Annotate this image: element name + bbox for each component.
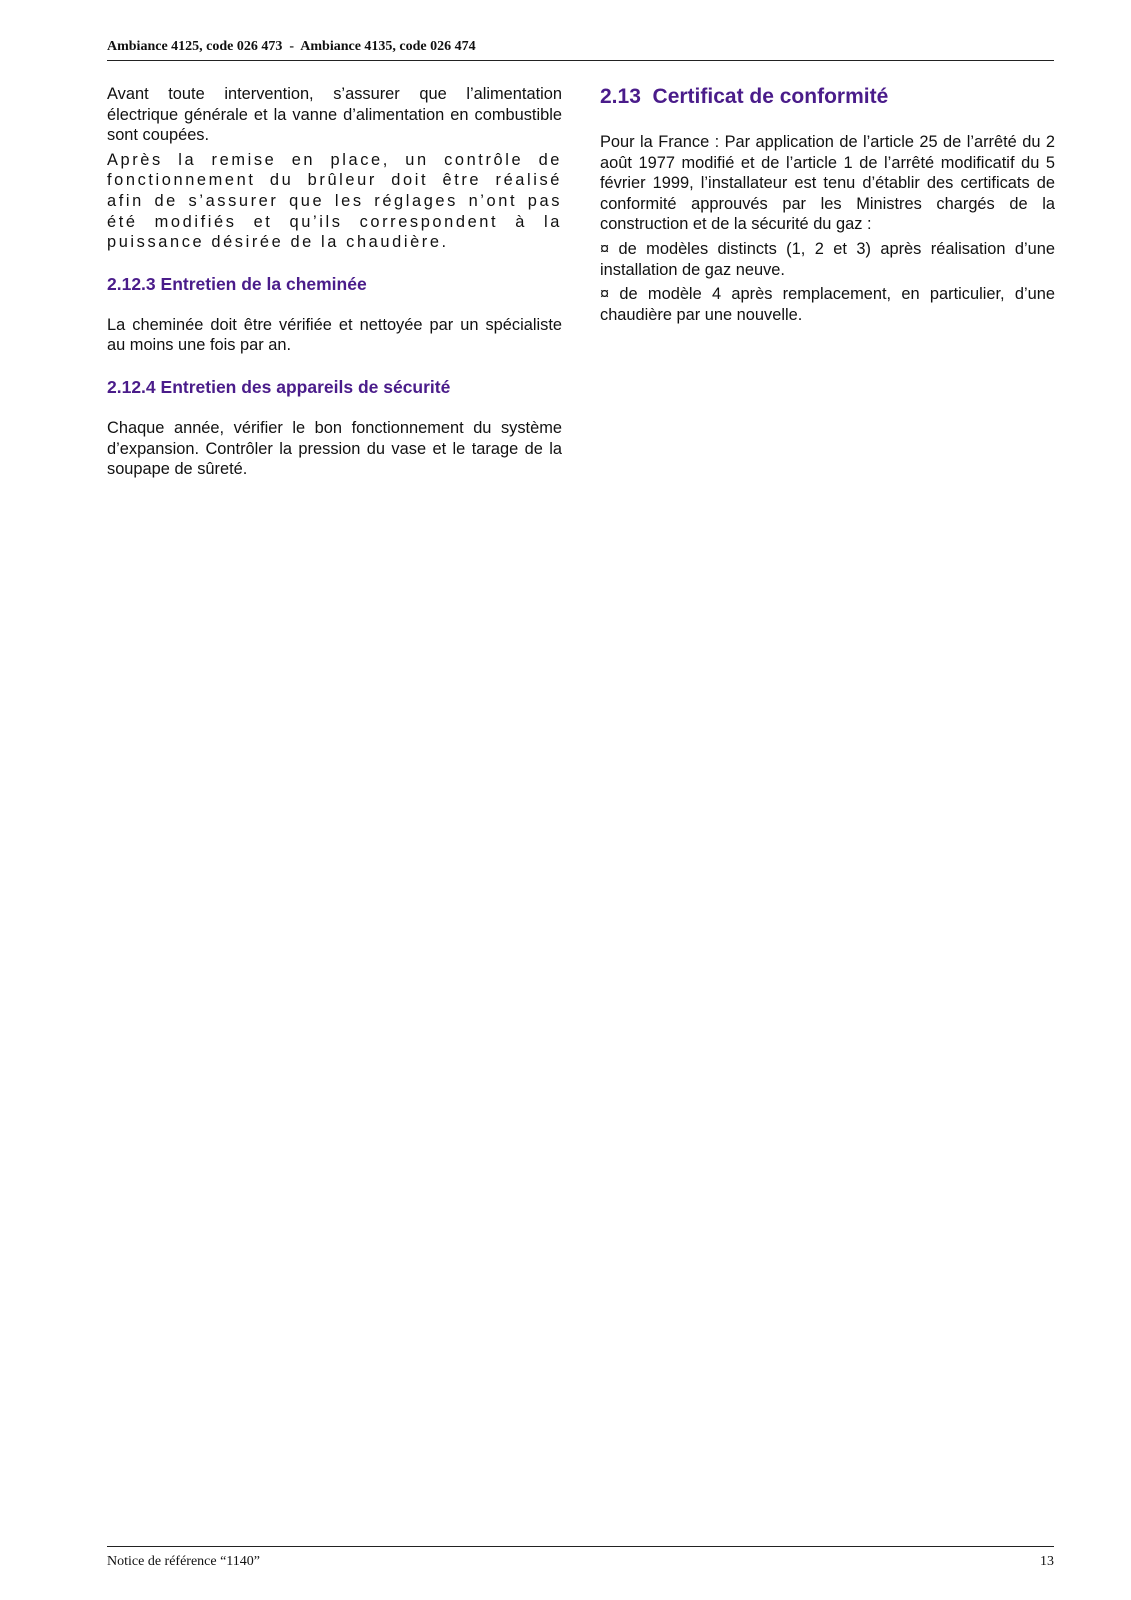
heading-2-12-4: 2.12.4 Entretien des appareils de sécurité — [107, 376, 451, 397]
left-column — [107, 84, 562, 484]
page-header — [107, 38, 1054, 61]
paragraph-reassembly — [107, 150, 562, 253]
paragraph-reassembly-text: Après la remise en place, un contrôle de fonctionnement du brûleur doit être réalisé afin de s’assurer que les réglages n’ont pas été modifiés et qu’ils correspondent à la puissance désirée de la chaudière. — [107, 150, 562, 252]
list-item-replacement: ¤ de modèle 4 après remplacement, en particulier, d’une chaudière par une nouvelle. — [600, 285, 1055, 324]
paragraph-certificate: Pour la France : Par application de l’article 25 de l’arrêté du 2 août 1977 modifié et de l’article 1 de l’arrêté modificatif du 5 février 1999, l’installateur est tenu d’établir des certificats de conformité approuvés par les Ministres chargés de la construction et de la sécurité du gaz : — [600, 133, 1055, 234]
header-title: Ambiance 4125, code 026 473 - Ambiance 4135, code 026 474 — [107, 39, 476, 54]
page-number: 13 — [1040, 1554, 1054, 1569]
list-item-new-installation: ¤ de modèles distincts (1, 2 et 3) après réalisation d’une installation de gaz neuve. — [600, 239, 1055, 279]
paragraph-chimney: La cheminée doit être vérifiée et nettoyée par un spécialiste au moins une fois par an. — [107, 315, 562, 355]
heading-2-13: 2.13 Certificat de conformité — [600, 85, 889, 108]
page-footer — [107, 1546, 1054, 1571]
paragraph-safety-devices: Chaque année, vérifier le bon fonctionnement du système d’expansion. Contrôler la pression du vase et le tarage de la soupape de sûreté. — [107, 418, 562, 479]
paragraph-safety: Avant toute intervention, s’assurer que l’alimentation électrique générale et la vanne d’alimentation en combustible sont coupées. — [107, 85, 562, 145]
right-column — [600, 84, 1055, 329]
footer-reference: Notice de référence “1140” — [107, 1554, 260, 1569]
heading-2-12-3: 2.12.3 Entretien de la cheminée — [107, 273, 367, 294]
